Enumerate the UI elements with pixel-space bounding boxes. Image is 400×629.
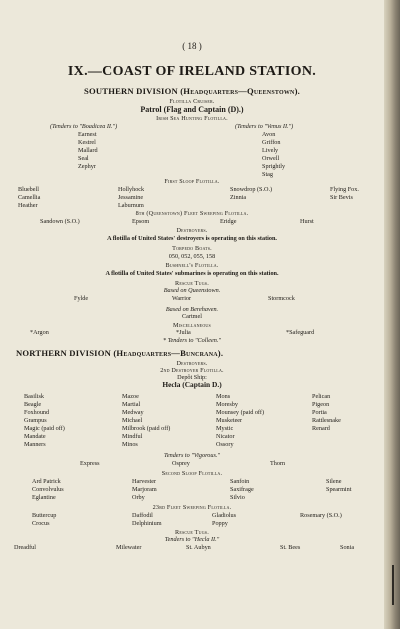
list-item: Gladiolus: [212, 512, 237, 519]
list-item: Thorn: [270, 460, 286, 467]
patrol-line: Patrol (Flag and Captain (D).): [140, 105, 244, 114]
list-item: Eridge: [220, 218, 237, 225]
list-item: St. Aubyn: [186, 544, 211, 551]
list-item: Seal: [78, 155, 89, 162]
list-item: Beagle: [24, 401, 42, 408]
list-item: Eglantine: [32, 494, 56, 501]
list-item: Hurst: [300, 218, 314, 225]
list-item: Nicator: [216, 433, 235, 440]
list-item: Mandate: [24, 433, 46, 440]
list-item: Griffon: [262, 139, 281, 146]
list-item: Jessamine: [118, 194, 144, 201]
list-item: Stag: [262, 171, 274, 178]
depot-ship: Hecla (Captain D.): [162, 380, 222, 389]
tenders-hecla-label: Tenders to "Hecla II.": [164, 536, 220, 543]
list-item: Epsom: [132, 218, 150, 225]
list-item: Ard Patrick: [32, 478, 61, 485]
torpedo-boats-heading: Torpedo Boats.: [172, 245, 212, 252]
tenders-vigorous-label: Tenders to "Vigorous.": [163, 452, 221, 459]
list-item: Saxifrage: [230, 486, 254, 493]
list-item: Sir Bevis: [330, 194, 353, 201]
list-item: Zephyr: [78, 163, 96, 170]
list-item: Convolvulus: [32, 486, 64, 493]
southern-division-header: SOUTHERN DIVISION (Headquarters—Queenstown).: [84, 86, 300, 96]
list-item: Delphinium: [132, 520, 162, 527]
list-item: Stormcock: [268, 295, 295, 302]
list-item: Dreadful: [14, 544, 36, 551]
second-sloop-heading: Second Sloop Flotilla.: [161, 470, 223, 477]
list-item: Medway: [122, 409, 144, 416]
second-destroyer-heading: 2nd Destroyer Flotilla.: [160, 367, 224, 374]
destroyers-heading: Destroyers.: [176, 227, 208, 234]
list-item: Orby: [132, 494, 145, 501]
list-item: Zinnia: [230, 194, 247, 201]
fleet-sweeping-23-heading: 23rd Fleet Sweeping Flotilla.: [152, 504, 232, 511]
first-sloop-heading: First Sloop Flotilla.: [164, 178, 220, 185]
list-item: Sanfoin: [230, 478, 250, 485]
list-item: Camellia: [18, 194, 41, 201]
list-item: Marjoram: [132, 486, 157, 493]
list-item: Sprightly: [262, 163, 286, 170]
list-item: Fylde: [74, 295, 89, 302]
list-item: Mystic: [216, 425, 234, 432]
list-item: Portia: [312, 409, 327, 416]
list-item: Silene: [326, 478, 342, 485]
berehaven-tug: Cartmel: [182, 313, 202, 320]
list-item: *Argon: [30, 329, 49, 336]
list-item: Hollyhock: [118, 186, 145, 193]
list-item: Foxhound: [24, 409, 50, 416]
list-item: Lively: [262, 147, 279, 154]
misc-footnote: * Tenders to "Colleen.": [163, 337, 221, 344]
northern-division-header: NORTHERN DIVISION (Headquarters—Buncrana).: [16, 348, 224, 358]
list-item: Pelican: [312, 393, 331, 400]
list-item: *Safeguard: [286, 329, 315, 336]
list-item: Kestrel: [78, 139, 96, 146]
page-number: ( 18 ): [182, 41, 202, 51]
tenders-boadicea-label: (Tenders to "Boadicea II."): [50, 123, 118, 130]
list-item: Magic (paid off): [24, 425, 65, 432]
list-item: Daffodil: [132, 512, 153, 519]
rescue-tugs-heading-north: Rescue Tugs.: [175, 529, 209, 536]
list-item: Michael: [122, 417, 143, 424]
flotilla-cruiser-heading: Flotilla Cruiser.: [169, 98, 215, 105]
torpedo-boats-list: 050, 052, 055, 158: [168, 253, 216, 260]
list-item: Heather: [18, 202, 38, 209]
irish-sea-flotilla-heading: Irish Sea Hunting Flotilla.: [156, 115, 228, 122]
list-item: Ossory: [216, 441, 234, 448]
list-item: Renard: [312, 425, 330, 432]
list-item: Manners: [24, 441, 46, 448]
list-item: *Julia: [176, 329, 191, 336]
list-item: Spearmint: [326, 486, 352, 493]
list-item: Sonia: [340, 544, 355, 551]
destroyers-note: A flotilla of United States' destroyers is operating on this station.: [107, 235, 277, 242]
page-title: IX.—COAST OF IRELAND STATION.: [67, 64, 317, 79]
binding-mark: [392, 565, 394, 605]
list-item: Express: [80, 460, 100, 467]
list-item: Warrior: [172, 295, 192, 302]
based-queenstown-label: Based on Queenstown.: [163, 287, 221, 294]
list-item: Orwell: [262, 155, 280, 162]
list-item: Osprey: [172, 460, 190, 467]
list-item: Mounsey (paid off): [216, 409, 265, 416]
list-item: Pigeon: [312, 401, 330, 408]
list-item: St. Bees: [280, 544, 301, 551]
list-item: Moresby: [216, 401, 238, 408]
list-item: Flying Fox.: [330, 186, 359, 193]
list-item: Buttercup: [32, 512, 57, 519]
list-item: Milewater: [116, 544, 142, 551]
destroyers-heading-north: Destroyers.: [176, 360, 208, 367]
fleet-sweeping-heading: 8th (Queenstown) Fleet Sweeping Flotilla.: [135, 210, 249, 217]
list-item: Poppy: [212, 520, 228, 527]
based-berehaven-label: Based on Berehaven.: [165, 306, 219, 313]
list-item: Basilisk: [24, 393, 44, 400]
list-item: Avon: [262, 131, 276, 138]
bushnell-note: A flotilla of United States' submarines is operating on this station.: [105, 270, 279, 277]
depot-ship-label: Depôt Ship:: [177, 374, 207, 381]
list-item: Rosemary (S.O.): [300, 512, 342, 519]
list-item: Mazoe: [122, 393, 139, 400]
list-item: Snowdrop (S.O.): [230, 186, 273, 193]
list-item: Martial: [122, 401, 141, 408]
list-item: Mindful: [122, 433, 143, 440]
rescue-tugs-heading: Rescue Tugs.: [175, 280, 209, 287]
tenders-venus-label: (Tenders to "Venus II."): [235, 123, 294, 130]
list-item: Mallard: [78, 147, 98, 154]
list-item: Mons: [216, 393, 231, 400]
book-binding-edge: [384, 0, 400, 629]
list-item: Harvester: [132, 478, 157, 485]
list-item: Laburnum: [118, 202, 144, 209]
list-item: Musketeer: [216, 417, 243, 424]
list-item: Milbrook (paid off): [122, 425, 171, 432]
list-item: Minos: [122, 441, 138, 448]
list-item: Sandown (S.O.): [40, 218, 80, 225]
list-item: Grampus: [24, 417, 47, 424]
list-item: Earnest: [78, 131, 97, 138]
list-item: Silvio: [230, 494, 245, 501]
list-item: Crocus: [32, 520, 50, 527]
list-item: Rattlesnake: [312, 417, 341, 424]
miscellaneous-heading: Miscellaneous: [173, 322, 211, 329]
list-item: Bluebell: [18, 186, 39, 193]
bushnell-heading: Bushnell's Flotilla.: [165, 262, 219, 269]
